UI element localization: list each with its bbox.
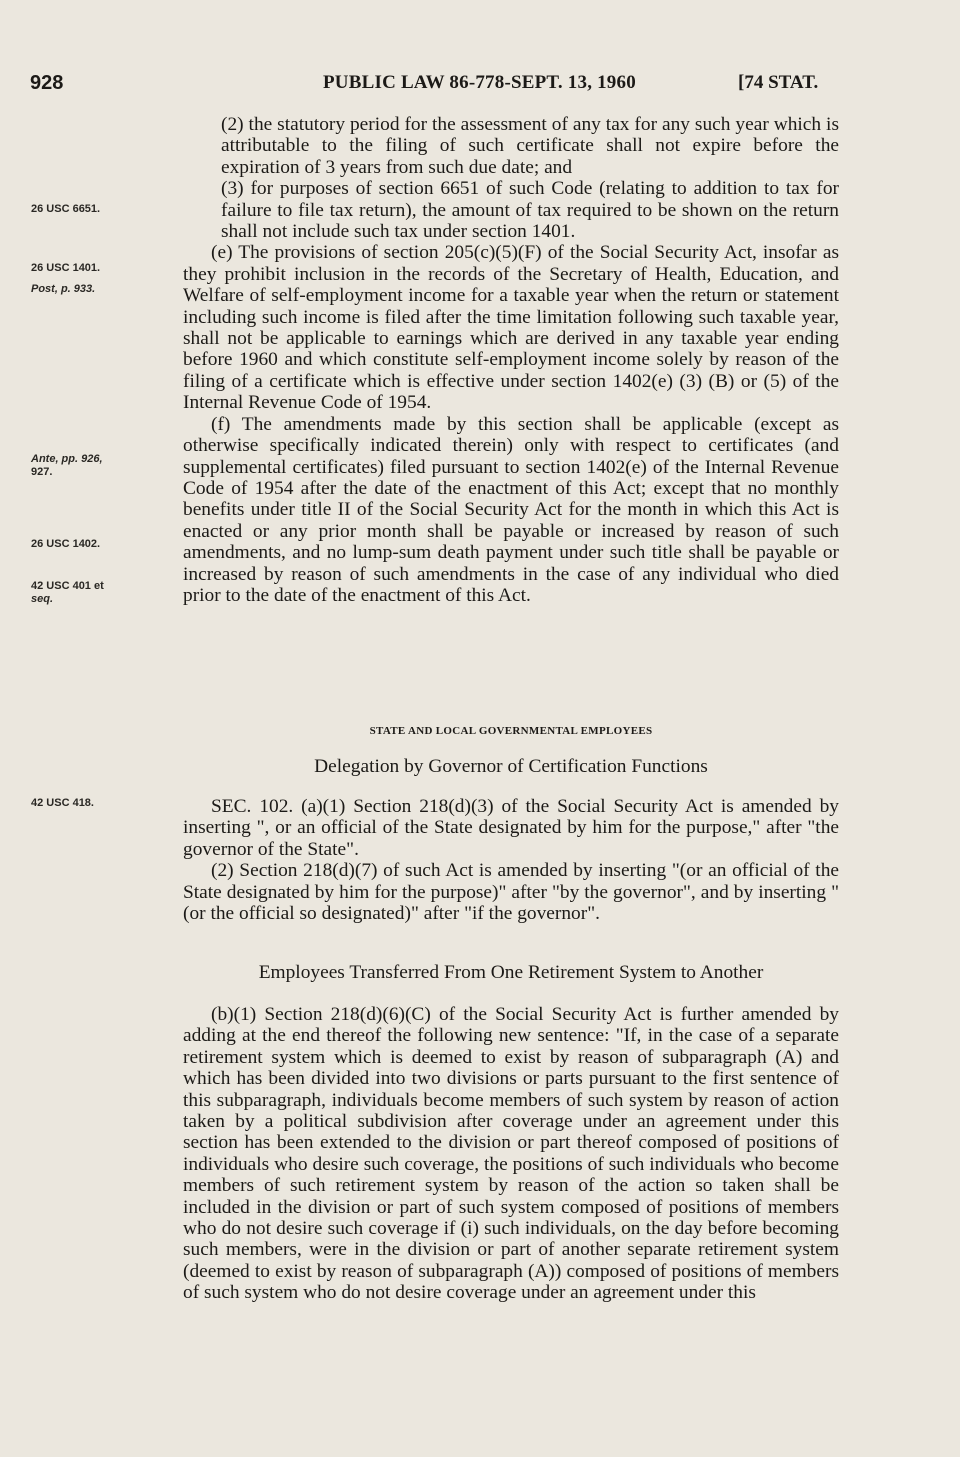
- margin-note-26-usc-1401: 26 USC 1401.: [31, 262, 101, 274]
- subsection-f: (f) The amendments made by this section shall be applicable (except as otherwise specifically indicated therein) only with respect to certificates (and supplemental certificates) filed pursuant to section 1402(e) of the Internal Revenue Code of 1954 after the date of the enactment of this Act; except that no monthly benefits under title II of the Social Security Act for the month in which this Act is enacted or any prior month shall be payable or increased by reason of such amendments, and no lump-sum death payment under such title shall be payable or increased by reason of such amendments in the case of any individual who died prior to the date of the enactment of this Act.: [183, 413, 839, 606]
- text-block-subsections: [183, 114, 839, 606]
- margin-note-26-usc-1402: 26 USC 1402.: [31, 538, 101, 550]
- section-heading: STATE AND LOCAL GOVERNMENTAL EMPLOYEES: [369, 725, 653, 737]
- margin-note-42-usc-418: 42 USC 418.: [31, 797, 94, 809]
- page-number: 928: [30, 72, 64, 94]
- section-102-a2: (2) Section 218(d)(7) of such Act is amended by inserting "(or an official of the State designated by him for the purpose)" after "by the governor", and by inserting "(or the official so designated)" after "if the governor".: [183, 860, 839, 925]
- margin-note-ante-927: 927.: [31, 466, 53, 478]
- subheading-transferred-employees: Employees Transferred From One Retirement System to Another: [258, 962, 764, 983]
- margin-note-26-usc-6651: 26 USC 6651.: [31, 203, 101, 215]
- margin-note-seq: seq.: [31, 593, 54, 605]
- paragraph-3: (3) for purposes of section 6651 of such Code (relating to addition to tax for failure to file tax return), the amount of tax required to be shown on the return shall not include such tax under section 1401.: [221, 178, 839, 243]
- margin-note-post-933: Post, p. 933.: [31, 283, 96, 295]
- section-102-a1: [183, 796, 839, 860]
- subsection-e: (e) The provisions of section 205(c)(5)(F) of the Social Security Act, insofar as they prohibit inclusion in the records of the Secretary of Health, Education, and Welfare of self-employment income for a taxable year when the return or statement including such income is filed after the time limitation following such taxable year, shall not be applicable to earnings which are derived in any taxable year ending before 1960 and which constitute self-employment income solely by reason of the filing of a certificate which is effective under section 1402(e) (3) (B) or (5) of the Internal Revenue Code of 1954.: [183, 242, 839, 414]
- volume-citation: [74 STAT.: [738, 72, 819, 93]
- text-block-section-102: [183, 796, 839, 924]
- running-header-title: PUBLIC LAW 86-778-SEPT. 13, 1960: [323, 72, 636, 93]
- subheading-delegation: Delegation by Governor of Certification Functions: [314, 756, 708, 777]
- margin-note-42-usc-401: 42 USC 401 et: [31, 580, 104, 592]
- margin-note-ante-926: Ante, pp. 926,: [31, 453, 103, 465]
- section-102-b1: (b)(1) Section 218(d)(6)(C) of the Social Security Act is further amended by adding at the end thereof the following new sentence: "If, in the case of a separate retirement system which is deemed to exist by reason of subparagraph (A) and which has been divided into two divisions or parts pursuant to the first sentence of this subparagraph, individuals become members of such system by reason of action taken by a political subdivision after coverage under an agreement under this section has been extended to the division or part thereof composed of positions of individuals who desire such coverage, the positions of such individuals who become members of such retirement system by reason of the action so taken shall be included in the division or part of such system composed of positions of members who do not desire such coverage if (i) such individuals, on the day before becoming such members, were in the division or part of another separate retirement system (deemed to exist by reason of subparagraph (A)) composed of positions of members of such system who do not desire coverage under an agreement under this: [183, 1004, 839, 1304]
- section-label: SEC. 102.: [211, 796, 294, 817]
- section-102-a1-text: (a)(1) Section 218(d)(3) of the Social Security Act is amended by inserting ", or an official of the State designated by him for the purpose," after "the governor of the State".: [183, 796, 839, 860]
- paragraph-2: (2) the statutory period for the assessment of any tax for any such year which is attributable to the filing of such certificate shall not expire before the expiration of 3 years from such due date; and: [221, 114, 839, 178]
- text-block-section-102-b: [183, 1004, 839, 1304]
